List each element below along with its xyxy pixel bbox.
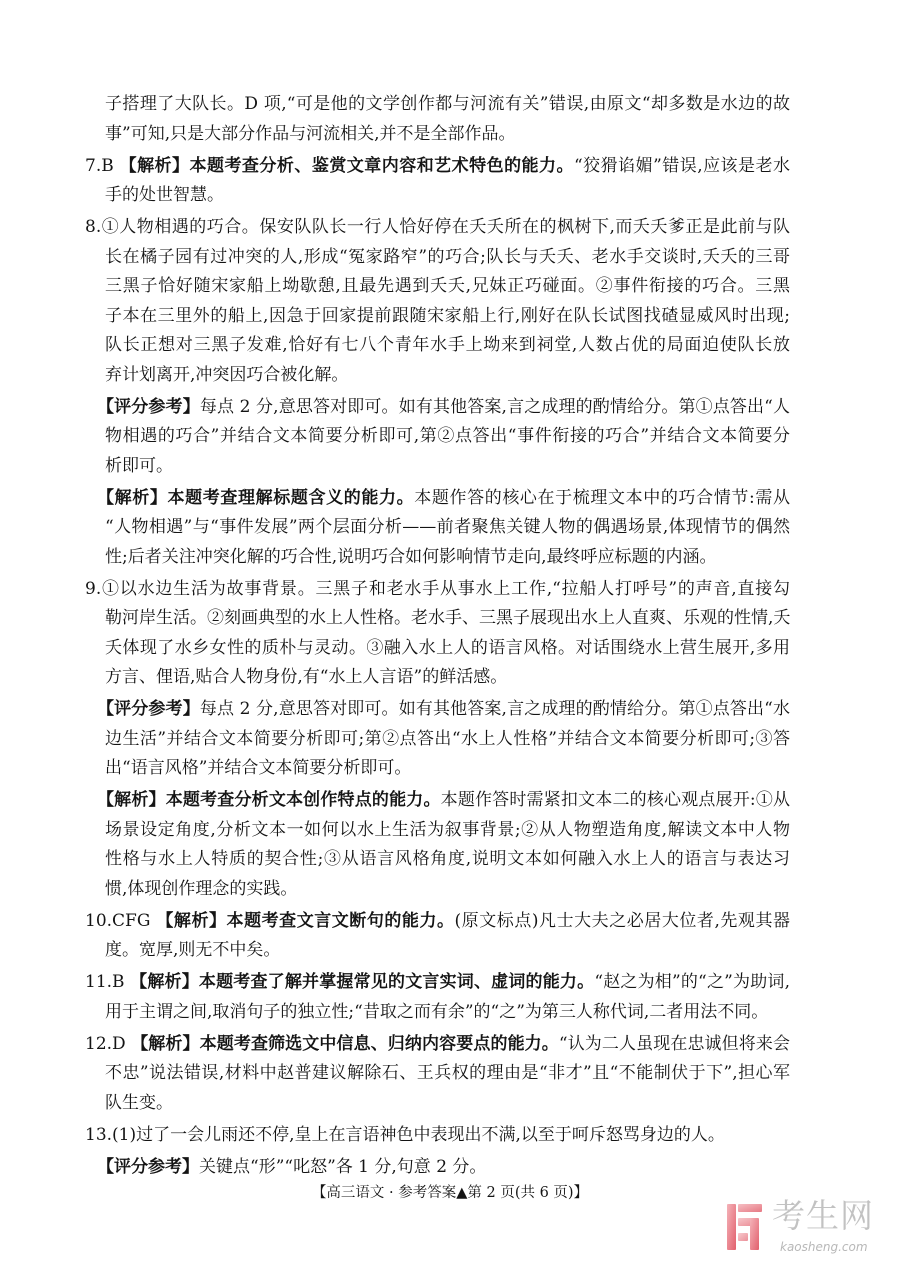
text-line <box>105 936 790 966</box>
text-run: 事”可知,只是大部分作品与河流相关,并不是全部作品。 <box>105 123 516 144</box>
text-line <box>105 181 790 211</box>
text-line <box>105 754 790 784</box>
text-line <box>105 875 790 905</box>
text-line <box>97 695 790 725</box>
text-run: 度。宽厚,则无不中矣。 <box>105 940 281 960</box>
text-run: 长在橘子园有过冲突的人,形成“冤家路窄”的巧合;队长与夭夭、老水手交谈时,夭夭的三哥 <box>105 246 790 267</box>
text-line <box>105 361 790 391</box>
text-run: 物相遇的巧合”并结合文本简要分析即可,第②点答出“事件衔接的巧合”并结合文本简要分 <box>105 426 790 446</box>
text-line <box>85 1030 790 1060</box>
text-run: “认为二人虽现在忠诚但将来会 <box>558 1033 790 1054</box>
text-line <box>105 243 790 273</box>
text-run: 方言、俚语,贴合人物身份,有“水上人言语”的鲜活感。 <box>105 667 508 687</box>
text-line <box>105 663 790 693</box>
text-line <box>105 452 790 482</box>
text-line <box>105 272 790 302</box>
bold-label: 【解析】本题考查分析、鉴赏文章内容和艺术特色的能力。 <box>119 155 574 176</box>
page-footer: 【高三语文 · 参考答案▲第 2 页(共 6 页)】 <box>311 1185 589 1201</box>
answer-item <box>0 968 900 1027</box>
text-run: 手的处世智慧。 <box>105 185 224 205</box>
text-run: 勒河岸生活。②刻画典型的水上人性格。老水手、三黑子展现出水上人直爽、乐观的性情,夭 <box>105 608 790 628</box>
text-line <box>105 816 790 846</box>
text-line <box>105 331 790 361</box>
text-run: 惯,体现创作理念的实践。 <box>105 878 298 899</box>
text-run: 出“语言风格”并结合文本简要分析即可。 <box>105 758 412 778</box>
text-line <box>85 907 790 937</box>
note-block <box>0 484 900 573</box>
text-line <box>105 422 790 452</box>
note-block <box>0 1153 900 1183</box>
text-run: “人物相遇”与“事件发展”两个层面分析——前者聚焦关键人物的偶遇场景,体现情节的偶然 <box>105 517 790 537</box>
text-run: 子搭理了大队长。D 项,“可是他的文学创作都与河流有关”错误,由原文“却多数是水边的故 <box>105 94 790 114</box>
text-line <box>105 845 790 875</box>
text-run: 不忠”说法错误,材料中赵普建议解除石、王兵权的理由是“非才”且“不能制伏于下”,担心军 <box>105 1063 790 1083</box>
text-run: 12.D <box>85 1033 132 1054</box>
answer-item <box>0 1030 900 1119</box>
bold-label: 【评分参考】 <box>97 699 200 719</box>
note-block <box>0 786 900 904</box>
text-line <box>105 90 790 120</box>
text-run: 子本在三里外的船上,因急于回家提前跟随宋家船上行,刚好在队长试图找碴显威风时出现; <box>105 305 790 326</box>
watermark-name: 考生网 <box>772 1196 874 1235</box>
text-line <box>105 725 790 755</box>
answer-item <box>0 907 900 966</box>
text-run: 关键点“形”“叱怒”各 1 分,句意 2 分。 <box>199 1156 487 1177</box>
text-line <box>105 1089 790 1119</box>
bold-label: 【解析】本题考查分析文本创作特点的能力。 <box>97 790 441 810</box>
kaosheng-logo-icon <box>724 1200 766 1254</box>
text-run: 边生活”并结合文本简要分析即可;第②点答出“水上人性格”并结合文本简要分析即可;③答 <box>105 728 790 749</box>
text-run: 队生变。 <box>105 1092 173 1113</box>
continued-text <box>0 90 900 149</box>
text-run: 三黑子恰好随宋家船上坳歇憩,且最先遇到夭夭,兄妹正巧碰面。②事件衔接的巧合。三黑 <box>105 276 790 296</box>
text-run: 每点 2 分,意思答对即可。如有其他答案,言之成理的酌情给分。第①点答出“水 <box>199 699 790 719</box>
text-line <box>105 543 790 573</box>
text-run: 弃计划离开,冲突因巧合被化解。 <box>105 364 349 385</box>
text-run: 本题作答的核心在于梳理文本中的巧合情节:需从 <box>414 487 790 508</box>
answer-item <box>0 575 900 693</box>
text-line <box>105 634 790 664</box>
bold-label: 【评分参考】 <box>97 1156 199 1177</box>
text-line <box>97 786 790 816</box>
text-run: 10.CFG <box>85 910 157 931</box>
bold-label: 【解析】本题考查筛选文中信息、归纳内容要点的能力。 <box>131 1033 559 1054</box>
text-run: 7.B <box>85 155 120 176</box>
text-line <box>105 998 790 1028</box>
text-line <box>97 1153 790 1183</box>
note-block <box>0 695 900 784</box>
text-run: (原文标点)凡士大夫之必居大位者,先观其器 <box>454 910 790 931</box>
text-line <box>85 968 790 998</box>
bold-label: 【解析】本题考查文言文断句的能力。 <box>156 910 455 931</box>
text-line <box>105 604 790 634</box>
text-line <box>105 513 790 543</box>
text-line <box>105 302 790 332</box>
note-block <box>0 393 900 482</box>
text-run: 8.①人物相遇的巧合。保安队队长一行人恰好停在夭夭所在的枫树下,而夭夭爹正是此前与队 <box>85 217 790 237</box>
text-line <box>85 152 790 182</box>
text-run: 11.B <box>85 972 131 992</box>
text-run: 性格与水上人特质的契合性;③从语言风格角度,说明文本如何融入水上人的语言与表达习 <box>105 849 790 869</box>
text-run: 13.(1)过了一会儿雨还不停,皇上在言语神色中表现出不满,以至于呵斥怒骂身边的人。 <box>85 1124 725 1145</box>
answer-item <box>0 213 900 390</box>
text-run: 队长正想对三黑子发难,恰好有七八个青年水手上坳来到祠堂,人数占优的局面迫使队长放 <box>105 335 790 355</box>
text-run: 析即可。 <box>105 455 173 476</box>
text-run: 场景设定角度,分析文本一如何以水上生活为叙事背景;②从人物塑造角度,解读文本中人物 <box>105 819 790 840</box>
bold-label: 【解析】本题考查了解并掌握常见的文言实词、虚词的能力。 <box>130 972 595 992</box>
text-line <box>85 575 790 605</box>
text-run: 用于主谓之间,取消句子的独立性;“昔取之而有余”的“之”为第三人称代词,二者用法不同。 <box>105 1001 769 1022</box>
text-line <box>105 120 790 150</box>
text-run: 夭体现了水乡女性的质朴与灵动。③融入水上人的语言风格。对话围绕水上营生展开,多用 <box>105 637 790 658</box>
text-run: 本题作答时需紧扣文本二的核心观点展开:①从 <box>440 790 790 810</box>
answer-item <box>0 1121 900 1151</box>
text-run: “狡猾谄媚”错误,应该是老水 <box>574 155 790 176</box>
answer-item <box>0 152 900 211</box>
site-watermark <box>724 1196 894 1262</box>
text-run: 9.①以水边生活为故事背景。三黑子和老水手从事水上工作,“拉船人打呼号”的声音,直接勾 <box>85 578 790 599</box>
bold-label: 【解析】本题考查理解标题含义的能力。 <box>97 487 415 508</box>
text-line <box>97 393 790 423</box>
text-line <box>97 484 790 514</box>
text-run: 性;后者关注冲突化解的巧合性,说明巧合如何影响情节走向,最终呼应标题的内涵。 <box>105 546 717 567</box>
text-run: “赵之为相”的“之”为助词, <box>594 972 790 992</box>
watermark-site: kaosheng.com <box>780 1240 868 1254</box>
text-line <box>85 1121 790 1151</box>
answer-body <box>0 90 900 1182</box>
text-run: 每点 2 分,意思答对即可。如有其他答案,言之成理的酌情给分。第①点答出“人 <box>199 396 790 417</box>
text-line <box>105 1059 790 1089</box>
bold-label: 【评分参考】 <box>97 396 200 417</box>
text-line <box>85 213 790 243</box>
